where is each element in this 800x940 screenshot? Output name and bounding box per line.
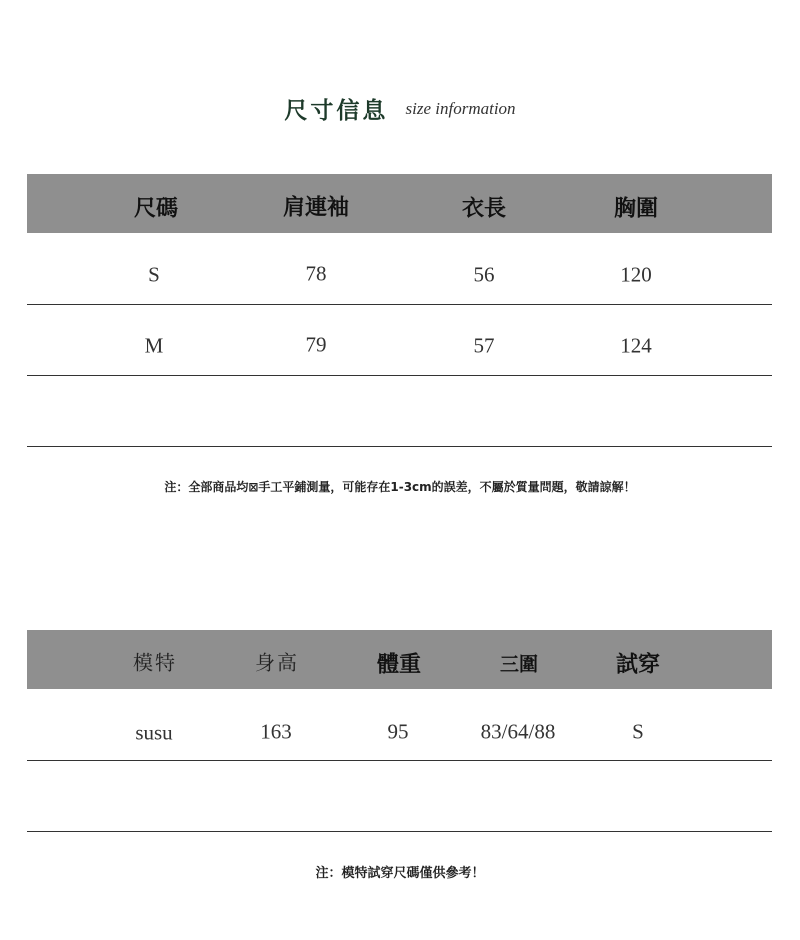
row-divider <box>27 831 772 832</box>
model-row-name: susu <box>135 720 173 745</box>
size-row-s-chest: 120 <box>620 262 652 287</box>
size-header-sleeve: 肩連袖 <box>282 195 350 221</box>
model-row-measurements: 83/64/88 <box>480 719 556 744</box>
size-row-m-size: M <box>144 333 164 358</box>
size-note: 注：全部商品均⊠手工平鋪測量，可能存在1-3cm的誤差，不屬於質量問題，敬請諒解！ <box>164 480 636 494</box>
size-row-s-length: 56 <box>473 262 495 287</box>
model-header-tried-size: 試穿 <box>615 652 661 678</box>
row-divider <box>27 760 772 761</box>
size-row-s-sleeve: 78 <box>305 261 327 286</box>
title-english: size information <box>405 98 516 118</box>
model-header-weight: 體重 <box>376 652 422 678</box>
model-row-height: 163 <box>260 719 292 744</box>
row-divider <box>27 375 772 376</box>
model-header-height: 身高 <box>255 650 299 675</box>
page-title <box>0 92 800 125</box>
row-divider <box>27 446 772 447</box>
size-row-m-length: 57 <box>473 333 495 358</box>
model-header-model: 模特 <box>133 650 177 675</box>
size-header-chest: 胸圍 <box>613 196 659 222</box>
title-chinese: 尺寸信息 <box>284 97 389 124</box>
size-row-s-size: S <box>148 262 160 287</box>
size-row-m-chest: 124 <box>620 333 652 358</box>
model-row-tried-size: S <box>632 719 644 744</box>
model-note: 注：模特試穿尺碼僅供參考！ <box>315 866 485 881</box>
row-divider <box>27 304 772 305</box>
size-header-size: 尺碼 <box>133 196 179 222</box>
size-row-m-sleeve: 79 <box>305 332 327 357</box>
model-header-measurements: 三圍 <box>499 653 539 676</box>
model-row-weight: 95 <box>387 719 409 744</box>
size-header-length: 衣長 <box>461 196 507 222</box>
